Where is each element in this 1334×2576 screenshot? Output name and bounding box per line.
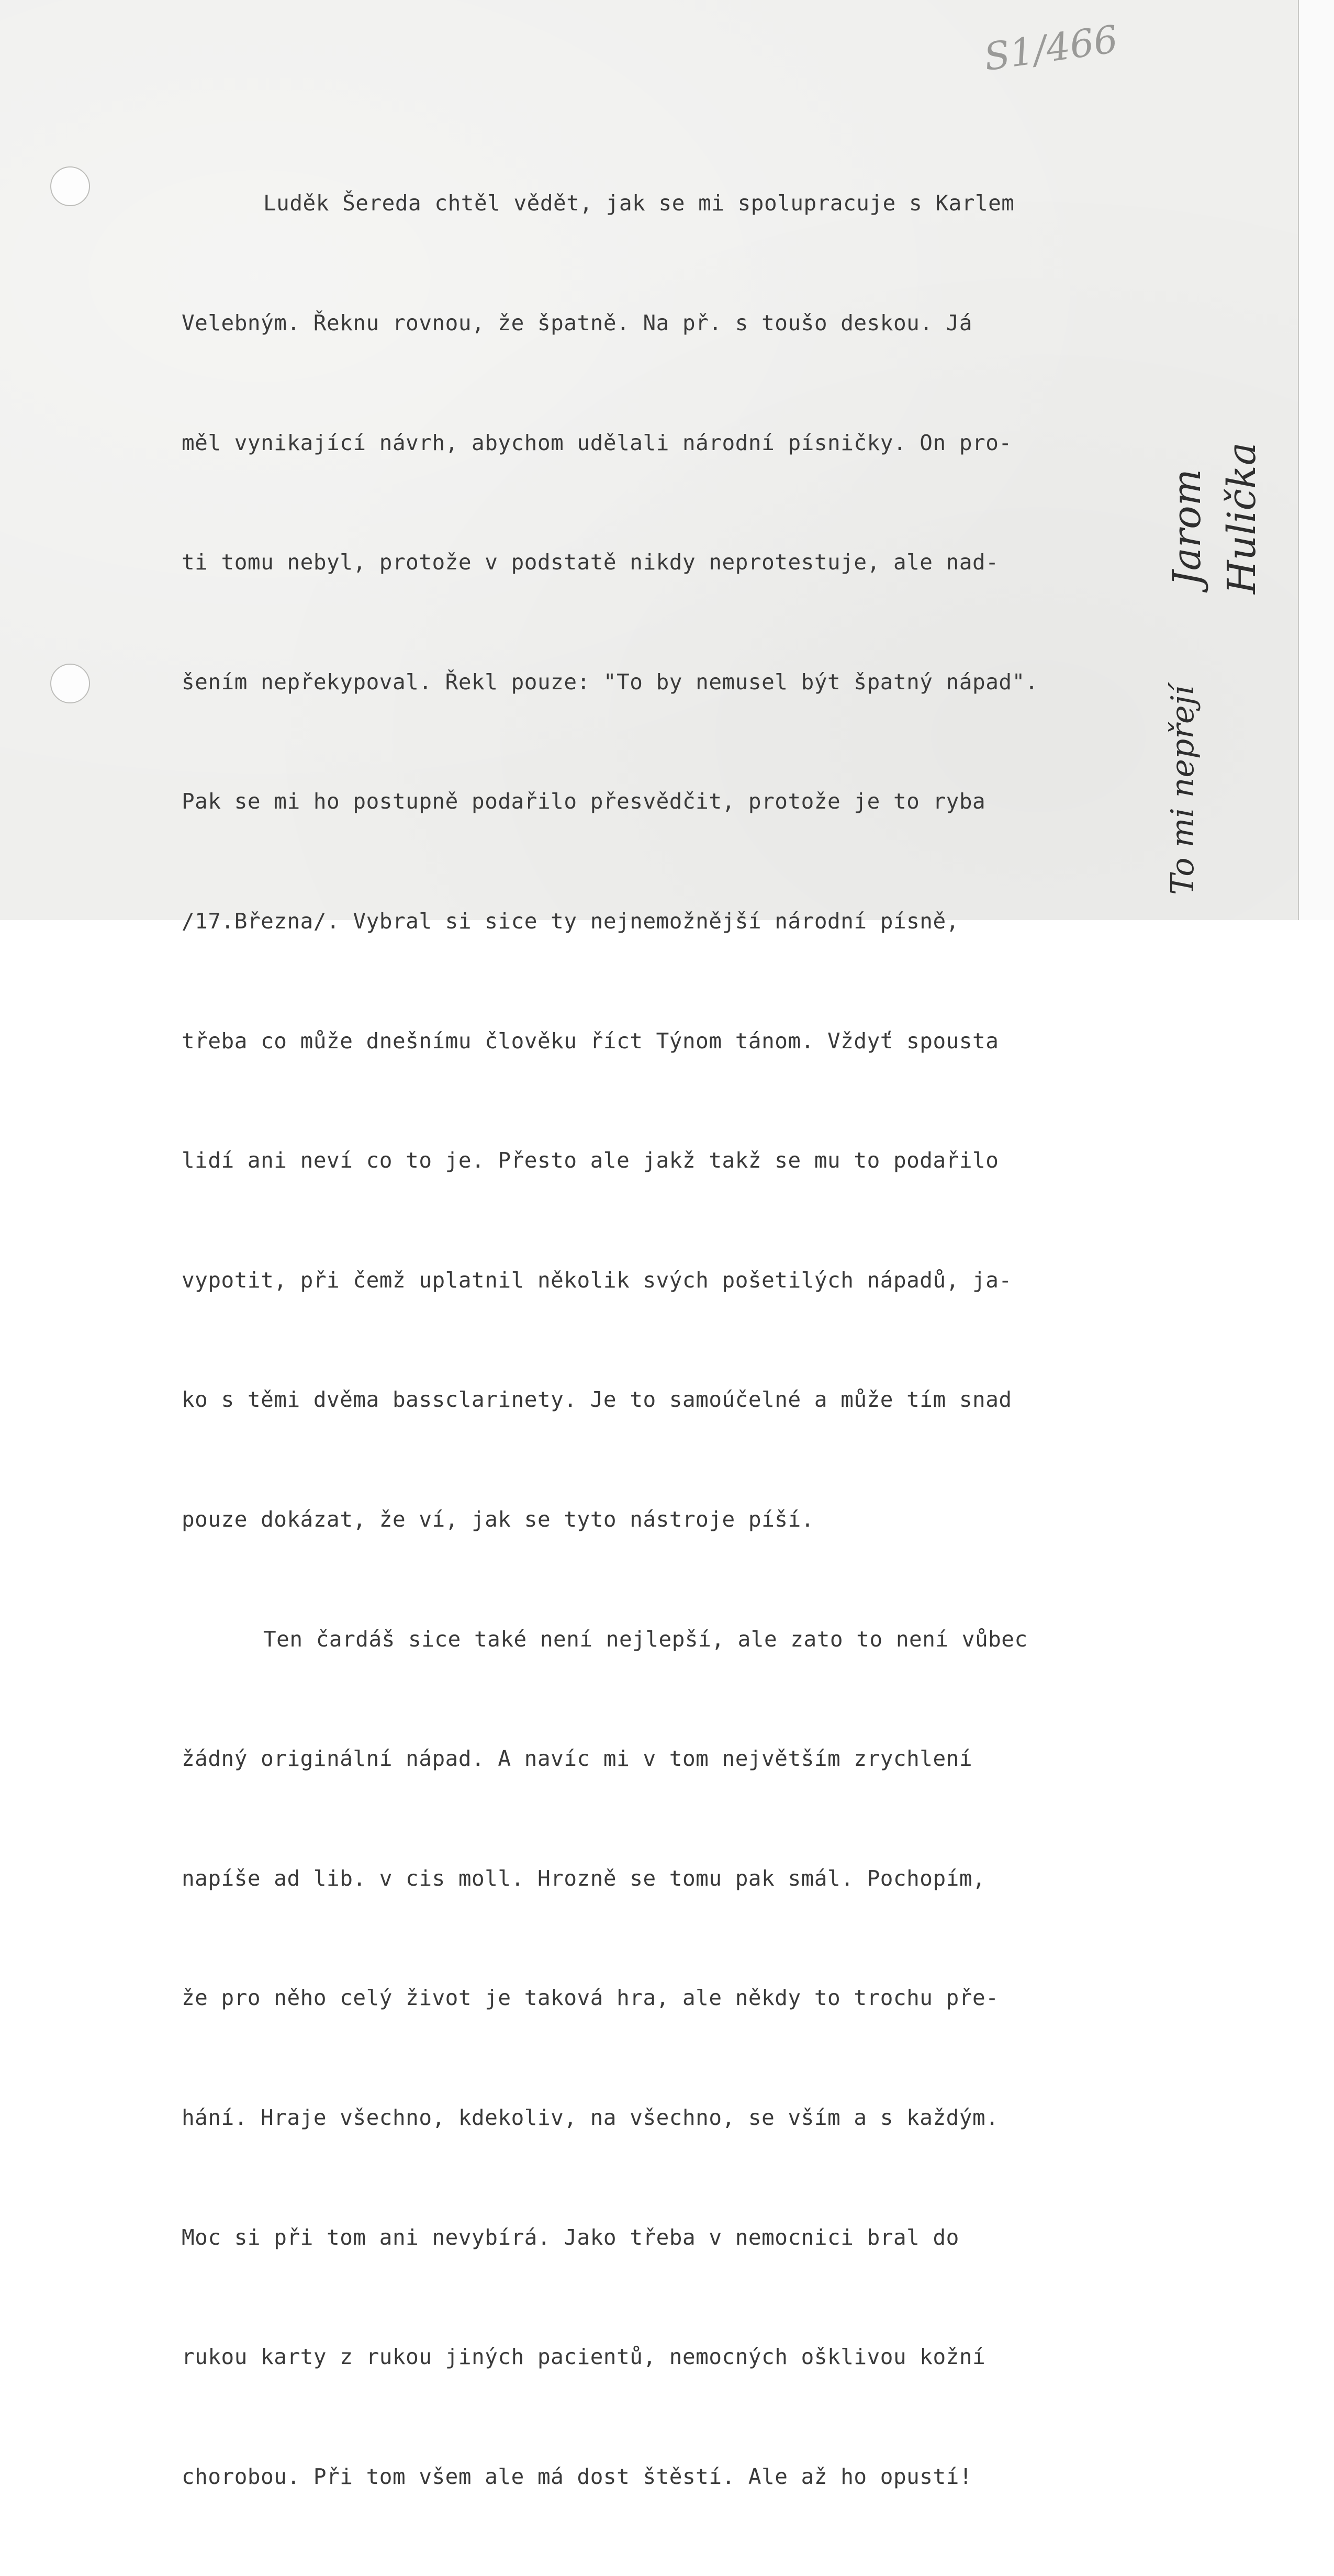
- text-line: měl vynikající návrh, abychom udělali národní písničky. On pro-: [182, 430, 1012, 455]
- margin-note-handwritten: Jarom: [1164, 469, 1209, 586]
- text-line: chorobou. Při tom všem ale má dost štěstí. Ale až ho opustí!: [182, 2463, 973, 2489]
- text-line: třeba co může dnešnímu člověku říct Týnom tánom. Vždyť spousta: [182, 1028, 999, 1054]
- text-line: žádný originální nápad. A navíc mi v tom největším zrychlení: [182, 1746, 973, 1772]
- text-line: hání. Hraje všechno, kdekoliv, na všechno, se vším a s každým.: [182, 2104, 999, 2130]
- text-line: Pak se mi ho postupně podařilo přesvědčit, protože je to ryba: [182, 789, 986, 814]
- text-line: ko s těmi dvěma bassclarinety. Je to samoúčelné a může tím snad: [182, 1387, 1012, 1413]
- text-line: Velebným. Řeknu rovnou, že špatně. Na př. s toušo deskou. Já: [182, 310, 973, 335]
- archive-mark: S1/466: [981, 17, 1121, 80]
- text-line: šením nepřekypoval. Řekl pouze: "To by nemusel být špatný nápad".: [182, 669, 1038, 695]
- text-line: /17.Března/. Vybral si sice ty nejnemožnější národní písně,: [182, 908, 959, 934]
- background-edge: [1298, 0, 1334, 920]
- text-line: napíše ad lib. v cis moll. Hrozně se tomu pak smál. Pochopím,: [182, 1865, 986, 1891]
- punch-hole-top: [50, 166, 90, 206]
- text-line: rukou karty z rukou jiných pacientů, nemocných ošklivou kožní: [182, 2344, 986, 2370]
- text-line: vypotit, při čemž uplatnil několik svých pošetilých nápadů, ja-: [182, 1267, 1012, 1293]
- text-line: Moc si při tom ani nevybírá. Jako třeba v nemocnici bral do: [182, 2224, 959, 2250]
- margin-note-handwritten: Hulička: [1219, 442, 1264, 594]
- text-line: lidí ani neví co to je. Přesto ale jakž takž se mu to podařilo: [182, 1148, 999, 1173]
- typewritten-text: [182, 104, 1207, 2576]
- text-line: Ten čardáš sice také není nejlepší, ale zato to není vůbec: [263, 1626, 1028, 1652]
- margin-note-handwritten: To mi nepřejí: [1164, 685, 1201, 895]
- text-line: Luděk Šereda chtěl vědět, jak se mi spolupracuje s Karlem: [263, 191, 1015, 216]
- text-line: že pro něho celý život je taková hra, ale někdy to trochu pře-: [182, 1985, 999, 2011]
- text-line: pouze dokázat, že ví, jak se tyto nástroje píší.: [182, 1506, 814, 1532]
- text-line: ti tomu nebyl, protože v podstatě nikdy neprotestuje, ale nad-: [182, 550, 999, 575]
- punch-hole-bottom: [50, 664, 90, 703]
